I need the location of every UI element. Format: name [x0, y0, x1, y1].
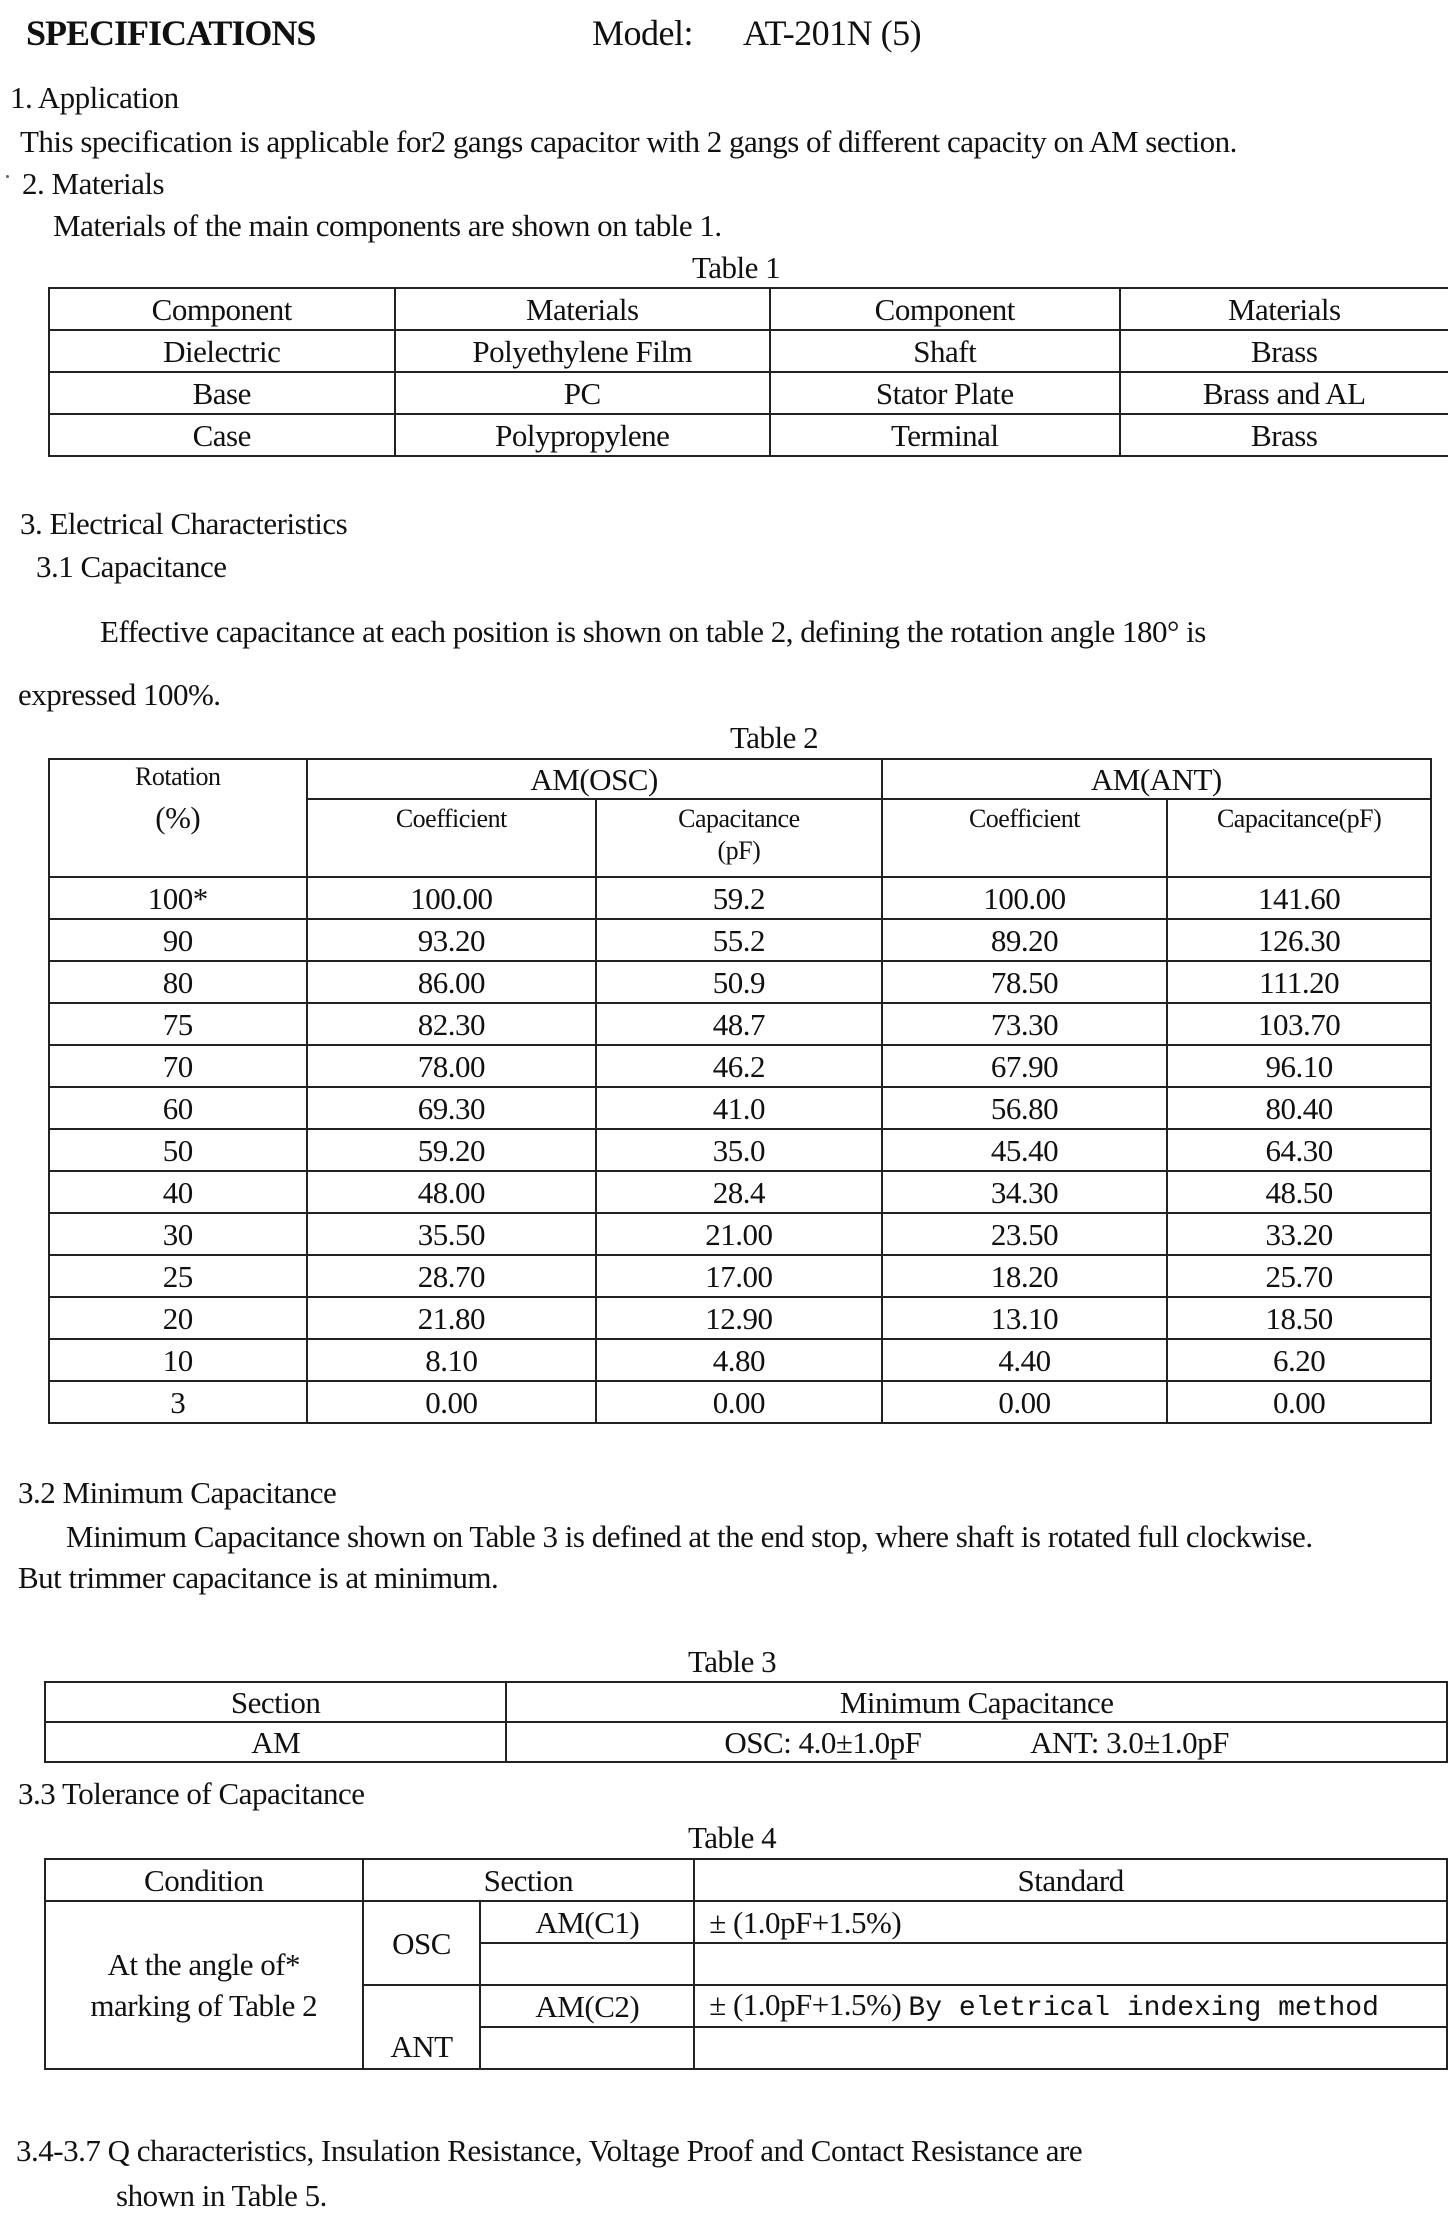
- capacitance-table: [48, 758, 1432, 1424]
- osc-coefficient-cell: 0.00: [307, 1381, 597, 1423]
- rotation-cell: 100*: [49, 877, 307, 919]
- osc-coefficient-header: Coefficient: [307, 799, 597, 877]
- table-cell: Dielectric: [49, 330, 395, 372]
- ant-coefficient-cell: 73.30: [882, 1003, 1168, 1045]
- table-cell: Base: [49, 372, 395, 414]
- condition-cell: [45, 1901, 363, 2069]
- osc-capacitance-cell: 21.00: [596, 1213, 882, 1255]
- rotation-cell: 10: [49, 1339, 307, 1381]
- osc-capacitance-cell: 59.2: [596, 877, 882, 919]
- ant-capacitance-cell: 64.30: [1167, 1129, 1431, 1171]
- table-3-caption: Table 3: [688, 1644, 777, 1679]
- ant-coefficient-cell: 4.40: [882, 1339, 1168, 1381]
- table-row: [49, 961, 1431, 1003]
- empty-cell: [480, 1943, 694, 1985]
- table-row: [49, 877, 1431, 919]
- empty-cell: [694, 2027, 1447, 2069]
- table-row: [45, 1901, 1447, 1943]
- osc-capacitance-cell: 12.90: [596, 1297, 882, 1339]
- rotation-header: [49, 759, 307, 877]
- rotation-cell: 25: [49, 1255, 307, 1297]
- section-1-body: This specification is applicable for2 gangs capacitor with 2 gangs of different capacity on AM section.: [20, 124, 1237, 159]
- minimum-capacitance-value: [506, 1722, 1447, 1762]
- section-3-4-body-line-1: 3.4-3.7 Q characteristics, Insulation Resistance, Voltage Proof and Contact Resistance are: [16, 2133, 1083, 2168]
- model-value: AT-201N (5): [743, 13, 922, 53]
- rotation-cell: 20: [49, 1297, 307, 1339]
- table-row: [49, 1171, 1431, 1213]
- table-row: [49, 919, 1431, 961]
- ant-coefficient-cell: 23.50: [882, 1213, 1168, 1255]
- osc-capacitance-cell: 0.00: [596, 1381, 882, 1423]
- rotation-cell: 50: [49, 1129, 307, 1171]
- table-row: [45, 1722, 1447, 1762]
- ant-coefficient-cell: 18.20: [882, 1255, 1168, 1297]
- ant-capacitance-cell: 25.70: [1167, 1255, 1431, 1297]
- table-row: [49, 1045, 1431, 1087]
- osc-capacitance-cell: 48.7: [596, 1003, 882, 1045]
- table-row: [49, 372, 1448, 414]
- ant-capacitance-cell: 0.00: [1167, 1381, 1431, 1423]
- osc-capacitance-cell: 35.0: [596, 1129, 882, 1171]
- osc-capacitance-header-label: Capacitance: [678, 804, 800, 833]
- ant-coefficient-header: Coefficient: [882, 799, 1168, 877]
- osc-capacitance-cell: 50.9: [596, 961, 882, 1003]
- table-4-caption: Table 4: [688, 1820, 777, 1855]
- osc-capacitance-header-unit: (pF): [717, 836, 761, 865]
- ant-coefficient-cell: 56.80: [882, 1087, 1168, 1129]
- ant-capacitance-header: Capacitance(pF): [1167, 799, 1431, 877]
- ant-coefficient-cell: 100.00: [882, 877, 1168, 919]
- rotation-header-label: Rotation: [135, 762, 221, 791]
- standard-c1-cell: ± (1.0pF+1.5%): [694, 1901, 1447, 1943]
- table-row: [49, 1297, 1431, 1339]
- osc-capacitance-cell: 28.4: [596, 1171, 882, 1213]
- osc-capacitance-cell: 41.0: [596, 1087, 882, 1129]
- standard-c2-cell: [694, 1985, 1447, 2027]
- rotation-cell: 3: [49, 1381, 307, 1423]
- am-osc-header: AM(OSC): [307, 759, 882, 799]
- section-value: AM: [45, 1722, 506, 1762]
- rotation-cell: 80: [49, 961, 307, 1003]
- table-header-cell: Materials: [395, 288, 771, 330]
- tolerance-table: [44, 1858, 1448, 2070]
- osc-capacitance-cell: 46.2: [596, 1045, 882, 1087]
- section-header: Section: [363, 1859, 695, 1901]
- table-header-cell: Component: [770, 288, 1119, 330]
- standard-header: Standard: [694, 1859, 1447, 1901]
- table-2-caption: Table 2: [730, 720, 819, 755]
- osc-coefficient-cell: 78.00: [307, 1045, 597, 1087]
- minimum-capacitance-header: Minimum Capacitance: [506, 1682, 1447, 1722]
- table-row: [49, 1255, 1431, 1297]
- ant-coefficient-cell: 45.40: [882, 1129, 1168, 1171]
- ant-section-cell: ANT: [363, 1985, 481, 2069]
- osc-coefficient-cell: 82.30: [307, 1003, 597, 1045]
- section-3-2-title: 3.2 Minimum Capacitance: [18, 1475, 337, 1510]
- ant-capacitance-cell: 18.50: [1167, 1297, 1431, 1339]
- section-2-title: 2. Materials: [22, 166, 165, 201]
- table-row: [49, 414, 1448, 456]
- ant-capacitance-cell: 6.20: [1167, 1339, 1431, 1381]
- section-1-title: 1. Application: [10, 80, 179, 115]
- osc-coefficient-cell: 28.70: [307, 1255, 597, 1297]
- standard-c2-tolerance: ± (1.0pF+1.5%): [709, 1987, 902, 2022]
- table-cell: Polypropylene: [395, 414, 771, 456]
- table-header-row: [49, 759, 1431, 799]
- osc-coefficient-cell: 100.00: [307, 877, 597, 919]
- table-row: [49, 1381, 1431, 1423]
- table-cell: Terminal: [770, 414, 1119, 456]
- section-2-body: Materials of the main components are shown on table 1.: [53, 208, 722, 243]
- table-header-cell: Materials: [1120, 288, 1448, 330]
- section-3-title: 3. Electrical Characteristics: [20, 506, 348, 541]
- osc-coefficient-cell: 86.00: [307, 961, 597, 1003]
- osc-capacitance-cell: 17.00: [596, 1255, 882, 1297]
- section-header: Section: [45, 1682, 506, 1722]
- section-3-2-body-line-1: Minimum Capacitance shown on Table 3 is defined at the end stop, where shaft is rotated full clockwise.: [66, 1519, 1313, 1554]
- table-row: [45, 1682, 1447, 1722]
- table-row: [49, 288, 1448, 330]
- am-c2-cell: AM(C2): [480, 1985, 694, 2027]
- ant-capacitance-cell: 96.10: [1167, 1045, 1431, 1087]
- table-cell: Brass: [1120, 414, 1448, 456]
- materials-table: [48, 287, 1448, 457]
- table-row: [49, 1087, 1431, 1129]
- ant-coefficient-cell: 34.30: [882, 1171, 1168, 1213]
- ant-capacitance-cell: 126.30: [1167, 919, 1431, 961]
- osc-section-cell: OSC: [363, 1901, 481, 1985]
- table-row: [49, 330, 1448, 372]
- ant-coefficient-cell: 0.00: [882, 1381, 1168, 1423]
- document-title: SPECIFICATIONS: [26, 13, 316, 53]
- osc-coefficient-cell: 48.00: [307, 1171, 597, 1213]
- rotation-cell: 40: [49, 1171, 307, 1213]
- table-cell: Shaft: [770, 330, 1119, 372]
- rotation-cell: 90: [49, 919, 307, 961]
- osc-coefficient-cell: 35.50: [307, 1213, 597, 1255]
- ant-coefficient-cell: 67.90: [882, 1045, 1168, 1087]
- rotation-header-unit: (%): [155, 800, 201, 835]
- osc-coefficient-cell: 8.10: [307, 1339, 597, 1381]
- table-row: [49, 1003, 1431, 1045]
- standard-c2-method: By eletrical indexing method: [908, 1993, 1379, 2024]
- ant-capacitance-cell: 103.70: [1167, 1003, 1431, 1045]
- am-ant-header: AM(ANT): [882, 759, 1431, 799]
- table-row: [49, 1129, 1431, 1171]
- scan-speck: [6, 175, 9, 178]
- table-row: [49, 1339, 1431, 1381]
- empty-cell: [694, 1943, 1447, 1985]
- rotation-cell: 75: [49, 1003, 307, 1045]
- osc-capacitance-header: [596, 799, 882, 877]
- rotation-cell: 30: [49, 1213, 307, 1255]
- section-3-1-body-line-1: Effective capacitance at each position is shown on table 2, defining the rotation angle 180° is: [100, 614, 1206, 649]
- condition-header: Condition: [45, 1859, 363, 1901]
- osc-coefficient-cell: 93.20: [307, 919, 597, 961]
- ant-capacitance-cell: 33.20: [1167, 1213, 1431, 1255]
- section-3-3-title: 3.3 Tolerance of Capacitance: [18, 1776, 365, 1811]
- table-row: [49, 1213, 1431, 1255]
- ant-minimum: ANT: 3.0±1.0pF: [1030, 1724, 1229, 1760]
- section-3-1-title: 3.1 Capacitance: [36, 549, 227, 584]
- osc-minimum: OSC: 4.0±1.0pF: [724, 1724, 922, 1760]
- minimum-capacitance-table: [44, 1681, 1448, 1763]
- ant-capacitance-cell: 141.60: [1167, 877, 1431, 919]
- model-label: Model:: [592, 13, 693, 53]
- capacitance-table-body: [49, 877, 1431, 1423]
- section-3-4-body-line-2: shown in Table 5.: [116, 2178, 327, 2213]
- osc-coefficient-cell: 59.20: [307, 1129, 597, 1171]
- osc-coefficient-cell: 21.80: [307, 1297, 597, 1339]
- section-3-2-body-line-2: But trimmer capacitance is at minimum.: [18, 1560, 499, 1595]
- table-cell: Brass: [1120, 330, 1448, 372]
- table-cell: Case: [49, 414, 395, 456]
- am-c1-cell: AM(C1): [480, 1901, 694, 1943]
- empty-cell: [480, 2027, 694, 2069]
- osc-coefficient-cell: 69.30: [307, 1087, 597, 1129]
- table-row: [45, 1859, 1447, 1901]
- ant-coefficient-cell: 78.50: [882, 961, 1168, 1003]
- rotation-cell: 60: [49, 1087, 307, 1129]
- section-3-1-body-line-2: expressed 100%.: [18, 677, 221, 712]
- condition-line-2: marking of Table 2: [90, 1988, 318, 2023]
- condition-line-1: At the angle of*: [107, 1947, 301, 1982]
- table-cell: Polyethylene Film: [395, 330, 771, 372]
- table-cell: Brass and AL: [1120, 372, 1448, 414]
- rotation-cell: 70: [49, 1045, 307, 1087]
- ant-capacitance-cell: 111.20: [1167, 961, 1431, 1003]
- osc-capacitance-cell: 55.2: [596, 919, 882, 961]
- table-header-cell: Component: [49, 288, 395, 330]
- table-1-caption: Table 1: [692, 250, 781, 285]
- ant-capacitance-cell: 48.50: [1167, 1171, 1431, 1213]
- ant-coefficient-cell: 13.10: [882, 1297, 1168, 1339]
- table-cell: Stator Plate: [770, 372, 1119, 414]
- ant-coefficient-cell: 89.20: [882, 919, 1168, 961]
- osc-capacitance-cell: 4.80: [596, 1339, 882, 1381]
- table-cell: PC: [395, 372, 771, 414]
- ant-capacitance-cell: 80.40: [1167, 1087, 1431, 1129]
